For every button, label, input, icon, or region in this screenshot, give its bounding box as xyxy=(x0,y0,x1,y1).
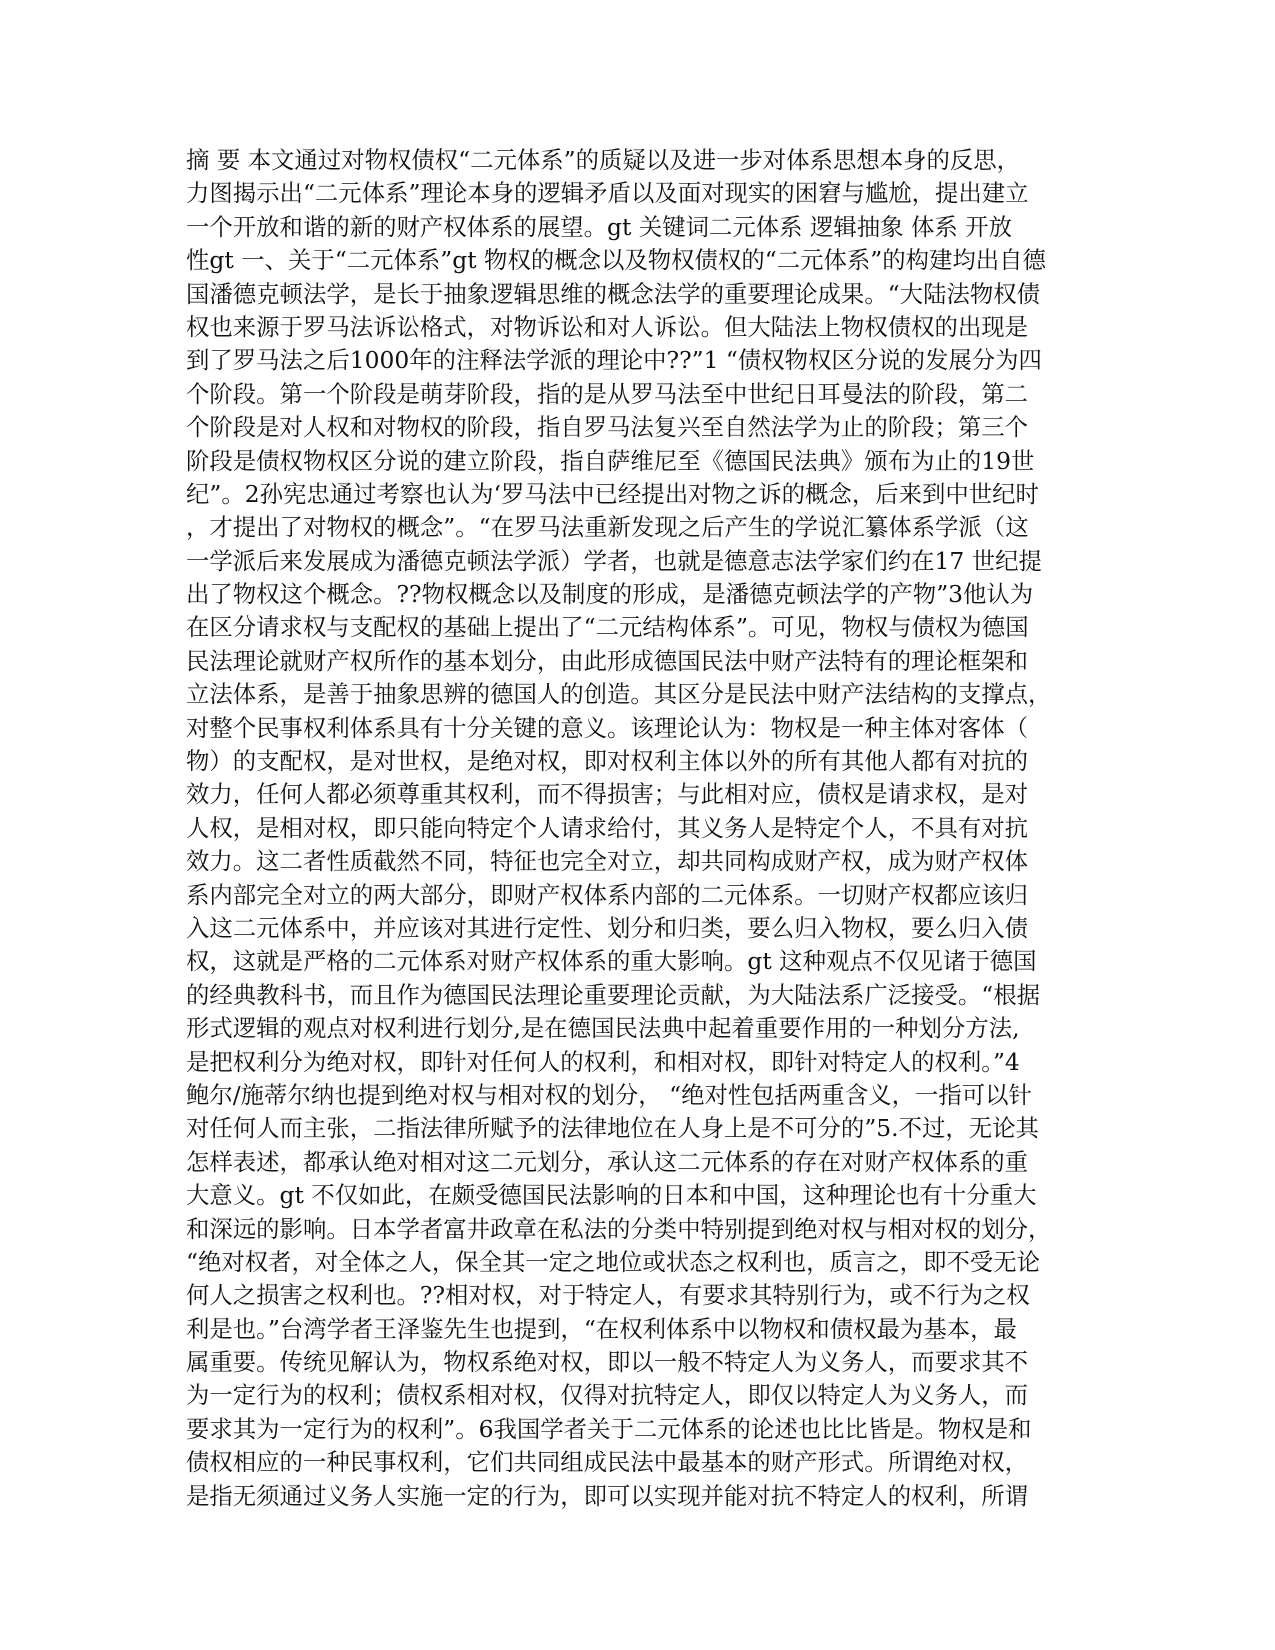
text-line: 国潘德克顿法学，是长于抽象逻辑思维的概念法学的重要理论成果。“大陆法物权债 xyxy=(186,279,1041,308)
text-line: 立法体系，是善于抽象思辨的德国人的创造。其区分是民法中财产法结构的支撑点， xyxy=(186,680,1052,709)
text-line: 在区分请求权与支配权的基础上提出了“二元结构体系”。可见，物权与债权为德国 xyxy=(186,613,1029,642)
text-line: 是把权利分为绝对权，即针对任何人的权利，和相对权，即针对特定人的权利。”4 xyxy=(186,1047,1020,1076)
text-line: 怎样表述，都承认绝对相对这二元划分，承认这二元体系的存在对财产权体系的重 xyxy=(186,1147,1029,1176)
text-line: 和深远的影响。日本学者富井政章在私法的分类中特别提到绝对权与相对权的划分， xyxy=(186,1214,1052,1243)
text-line: 性gt 一、关于“二元体系”gt 物权的概念以及物权债权的“二元体系”的构建均出自德 xyxy=(186,246,1046,275)
text-line: 入这二元体系中，并应该对其进行定性、划分和归类，要么归入物权，要么归入债 xyxy=(186,913,1029,942)
text-line: 力图揭示出“二元体系”理论本身的逻辑矛盾以及面对现实的困窘与尴尬，提出建立 xyxy=(186,179,1029,208)
text-line: 物）的支配权，是对世权，是绝对权，即对权利主体以外的所有其他人都有对抗的 xyxy=(186,747,1029,776)
text-line: 形式逻辑的观点对权利进行划分,是在德国民法典中起着重要作用的一种划分方法, xyxy=(186,1014,1020,1043)
body-text xyxy=(186,144,1090,1513)
text-line: 债权相应的一种民事权利，它们共同组成民法中最基本的财产形式。所谓绝对权， xyxy=(186,1448,1029,1477)
text-line: 出了物权这个概念。??物权概念以及制度的形成，是潘德克顿法学的产物”3他认为 xyxy=(186,580,1034,609)
text-line: 为一定行为的权利；债权系相对权，仅得对抗特定人，即仅以特定人为义务人，而 xyxy=(186,1381,1029,1410)
text-line: 利是也。”台湾学者王泽鉴先生也提到，“在权利体系中以物权和债权最为基本，最 xyxy=(186,1314,1017,1343)
text-line: 权，这就是严格的二元体系对财产权体系的重大影响。gt 这种观点不仅见诸于德国 xyxy=(186,947,1037,976)
text-line: 到了罗马法之后1000年的注释法学派的理论中??”1 “债权物权区分说的发展分为四 xyxy=(186,346,1042,375)
text-line: 个阶段。第一个阶段是萌芽阶段，指的是从罗马法至中世纪日耳曼法的阶段，第二 xyxy=(186,379,1029,408)
text-line: 大意义。gt 不仅如此，在颇受德国民法影响的日本和中国，这种理论也有十分重大 xyxy=(186,1181,1037,1210)
text-line: 何人之损害之权利也。??相对权，对于特定人，有要求其特别行为，或不行为之权 xyxy=(186,1281,1030,1310)
text-line: 鲍尔/施蒂尔纳也提到绝对权与相对权的划分， “绝对性包括两重含义，一指可以针 xyxy=(186,1080,1032,1109)
text-line: ，才提出了对物权的概念”。“在罗马法重新发现之后产生的学说汇纂体系学派（这 xyxy=(186,513,1029,542)
text-line: 权也来源于罗马法诉讼格式，对物诉讼和对人诉讼。但大陆法上物权债权的出现是 xyxy=(186,312,1029,341)
text-line: 是指无须通过义务人实施一定的行为，即可以实现并能对抗不特定人的权利，所谓 xyxy=(186,1481,1029,1510)
text-line: 效力，任何人都必须尊重其权利，而不得损害；与此相对应，债权是请求权，是对 xyxy=(186,780,1029,809)
text-line: 摘 要 本文通过对物权债权“二元体系”的质疑以及进一步对体系思想本身的反思， xyxy=(186,146,1021,174)
text-line: 阶段是债权物权区分说的建立阶段，指自萨维尼至《德国民法典》颁布为止的19世 xyxy=(186,446,1035,475)
text-line: 民法理论就财产权所作的基本划分，由此形成德国民法中财产法特有的理论框架和 xyxy=(186,646,1029,675)
text-line: 系内部完全对立的两大部分，即财产权体系内部的二元体系。一切财产权都应该归 xyxy=(186,880,1029,909)
text-line: 效力。这二者性质截然不同，特征也完全对立，却共同构成财产权，成为财产权体 xyxy=(186,847,1029,876)
text-line: 对任何人而主张，二指法律所赋予的法律地位在人身上是不可分的”5.不过，无论其 xyxy=(186,1114,1039,1143)
text-line: 一个开放和谐的新的财产权体系的展望。gt 关键词二元体系 逻辑抽象 体系 开放 xyxy=(186,212,1013,241)
text-line: 对整个民事权利体系具有十分关键的意义。该理论认为：物权是一种主体对客体（ xyxy=(186,713,1029,742)
text-line: 纪”。2孙宪忠通过考察也认为‘罗马法中已经提出对物之诉的概念，后来到中世纪时 xyxy=(186,479,1039,508)
text-line: 一学派后来发展成为潘德克顿法学派）学者，也就是德意志法学家们约在17 世纪提 xyxy=(186,546,1042,575)
text-line: 个阶段是对人权和对物权的阶段，指自罗马法复兴至自然法学为止的阶段；第三个 xyxy=(186,413,1029,442)
text-line: “绝对权者，对全体之人，保全其一定之地位或状态之权利也，质言之，即不受无论 xyxy=(186,1247,1041,1276)
text-line: 要求其为一定行为的权利”。6我国学者关于二元体系的论述也比比皆是。物权是和 xyxy=(186,1414,1032,1443)
text-line: 人权，是相对权，即只能向特定个人请求给付，其义务人是特定个人，不具有对抗 xyxy=(186,813,1029,842)
text-line: 属重要。传统见解认为，物权系绝对权，即以一般不特定人为义务人，而要求其不 xyxy=(186,1348,1029,1377)
text-line: 的经典教科书，而且作为德国民法理论重要理论贡献，为大陆法系广泛接受。“根据 xyxy=(186,980,1041,1009)
